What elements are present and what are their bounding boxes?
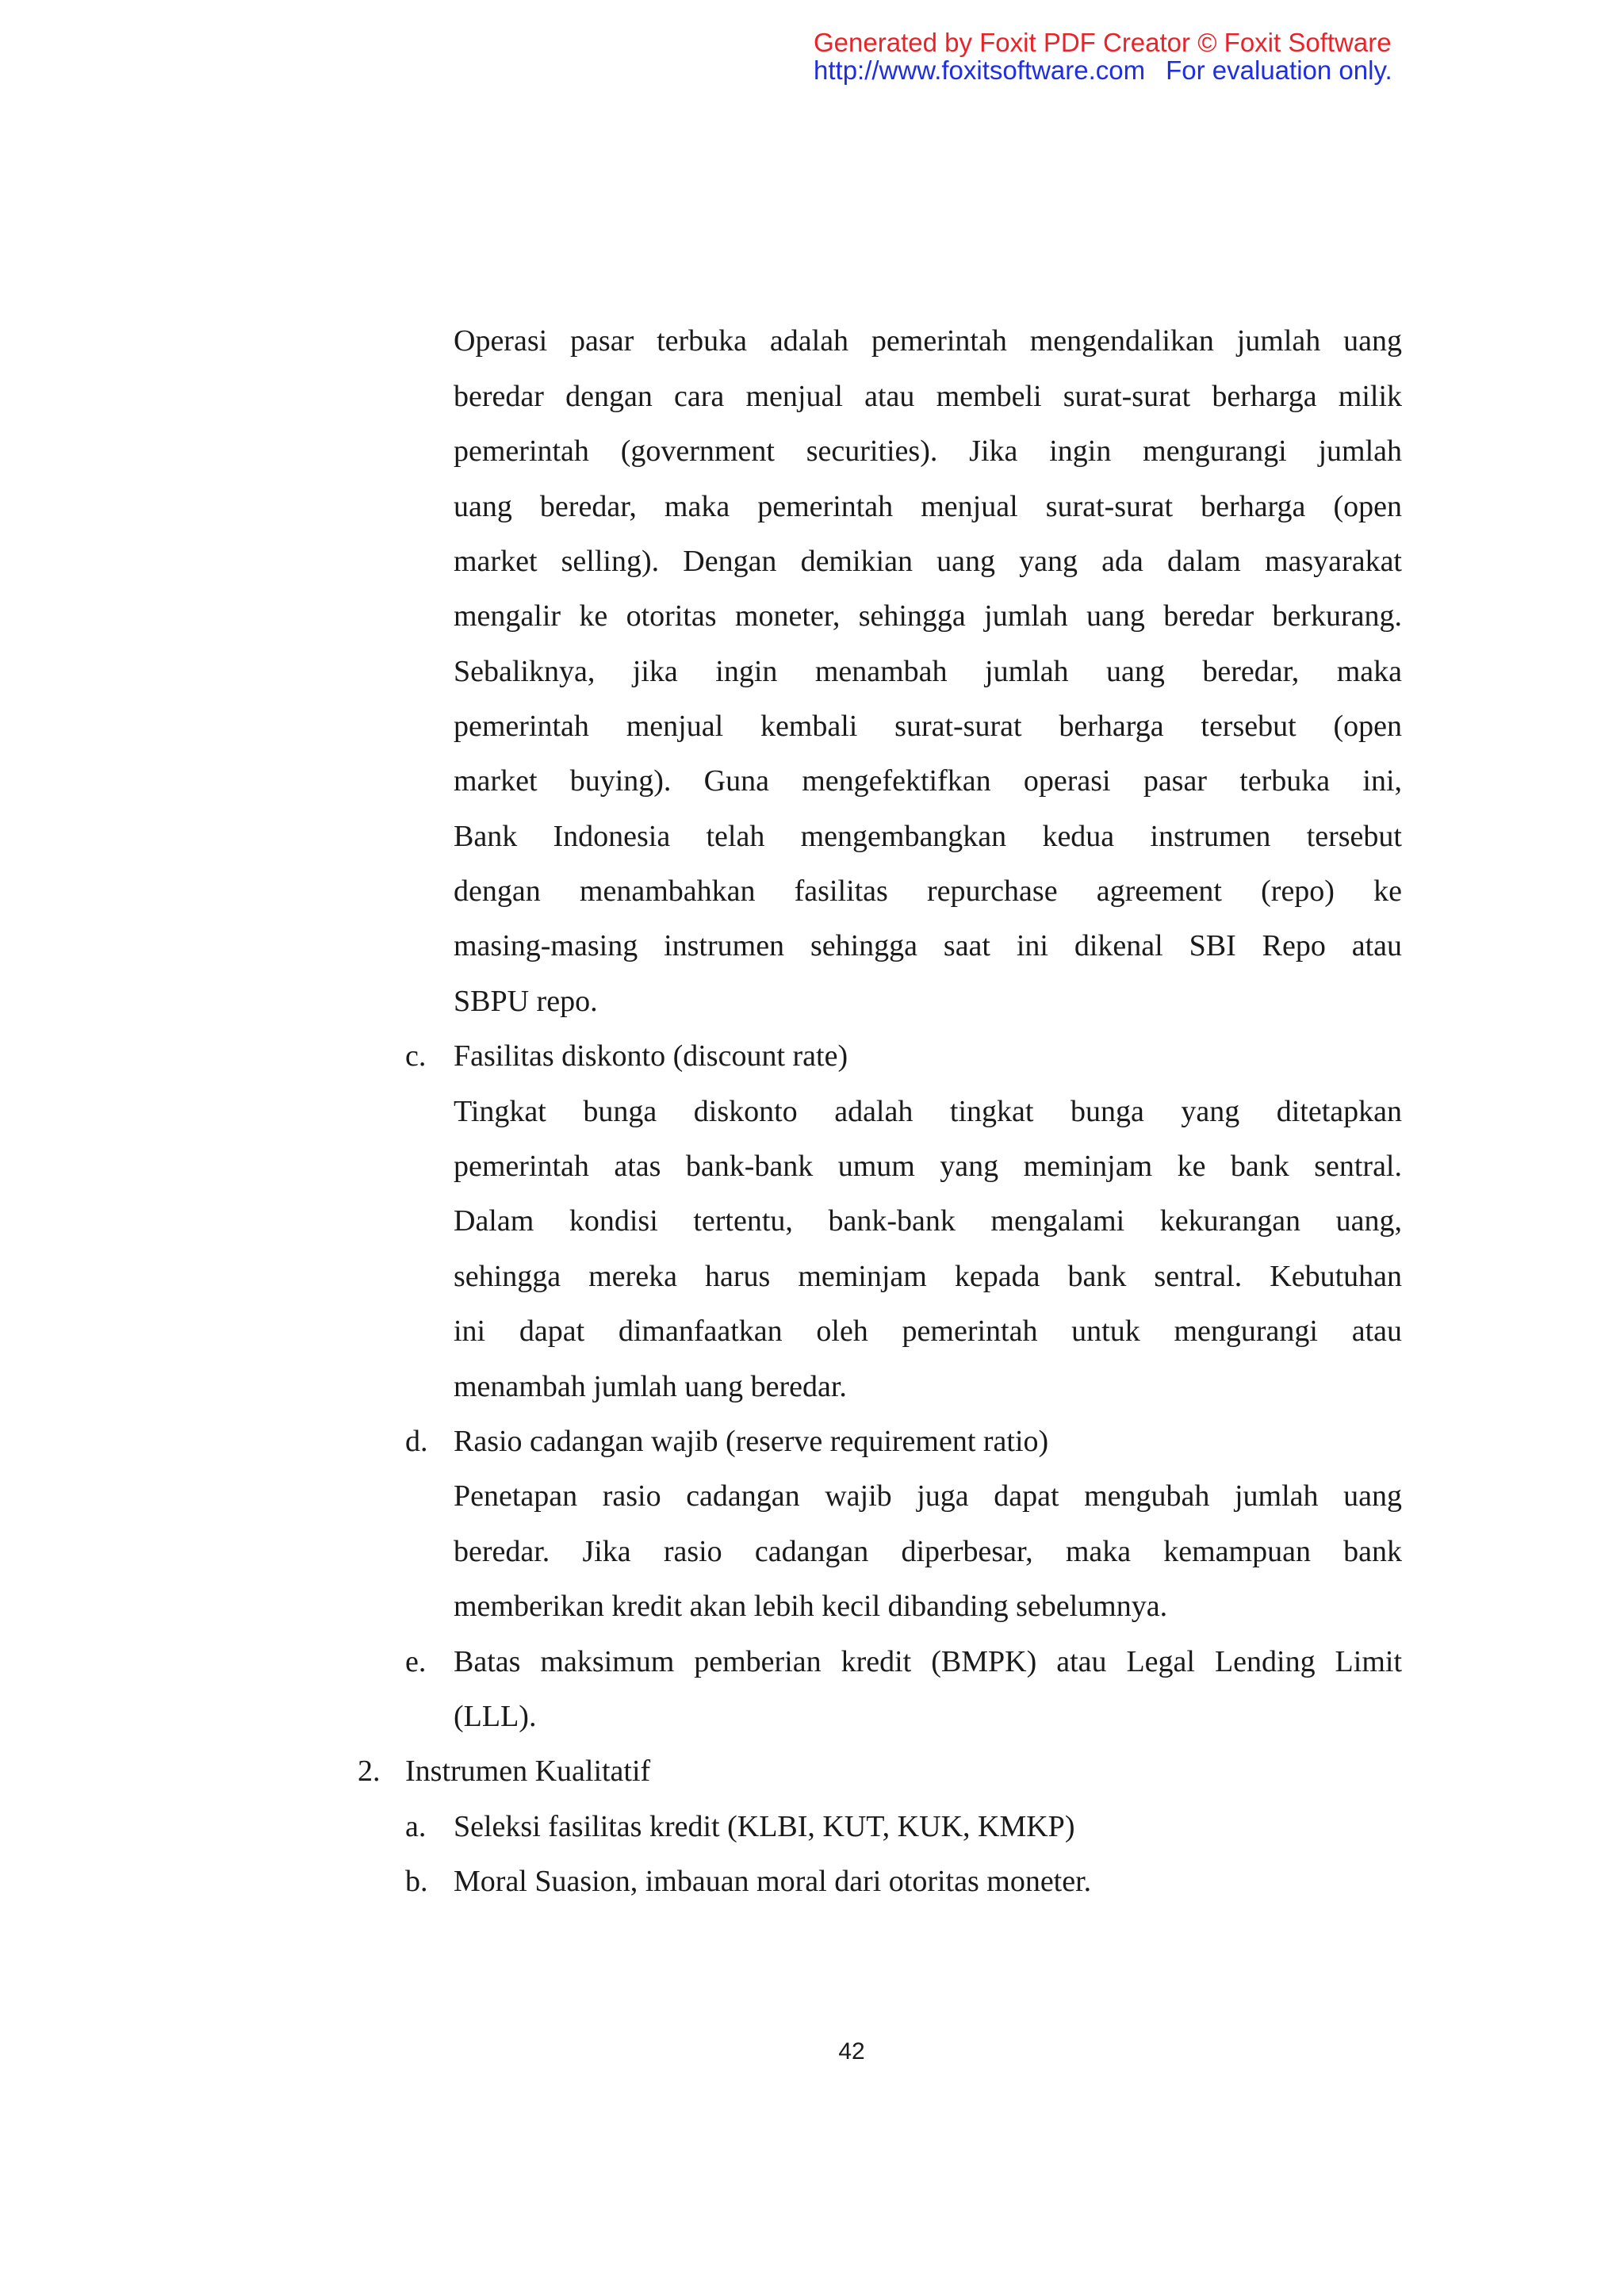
foxit-watermark (814, 29, 1607, 84)
page-number: 42 (838, 2038, 865, 2064)
paragraph-line: Batas maksimum pemberian kredit (BMPK) atau Legal Lending Limit (454, 1645, 1402, 1678)
paragraph-line: masing-masing instrumen sehingga saat ini dikenal SBI Repo atau (454, 929, 1402, 962)
list-marker: a. (405, 1810, 427, 1843)
paragraph-line: dengan menambahkan fasilitas repurchase agreement (repo) ke (454, 874, 1402, 908)
paragraph-line: Dalam kondisi tertentu, bank-bank mengalami kekurangan uang, (454, 1204, 1402, 1238)
paragraph-line: Sebaliknya, jika ingin menambah jumlah uang beredar, maka (454, 655, 1402, 688)
paragraph-line: market selling). Dengan demikian uang yang ada dalam masyarakat (454, 545, 1402, 578)
paragraph-line: Bank Indonesia telah mengembangkan kedua instrumen tersebut (454, 820, 1402, 853)
paragraph-line: beredar dengan cara menjual atau membeli surat-surat berharga milik (454, 380, 1402, 413)
paragraph-line: Operasi pasar terbuka adalah pemerintah mengendalikan jumlah uang (454, 324, 1402, 358)
watermark-line1: Generated by Foxit PDF Creator © Foxit Software (814, 28, 1392, 57)
paragraph-line: ini dapat dimanfaatkan oleh pemerintah untuk mengurangi atau (454, 1314, 1402, 1348)
watermark-url: http://www.foxitsoftware.com (814, 55, 1146, 85)
list-heading: Rasio cadangan wajib (reserve requirement ratio) (454, 1425, 1049, 1458)
paragraph-line: mengalir ke otoritas moneter, sehingga jumlah uang beredar berkurang. (454, 599, 1402, 633)
list-marker: 2. (358, 1755, 381, 1788)
paragraph-line: pemerintah atas bank-bank umum yang meminjam ke bank sentral. (454, 1150, 1402, 1183)
list-marker: d. (405, 1425, 428, 1458)
paragraph-line: pemerintah (government securities). Jika ingin mengurangi jumlah (454, 434, 1402, 468)
paragraph-line: market buying). Guna mengefektifkan operasi pasar terbuka ini, (454, 764, 1402, 798)
paragraph-line: Penetapan rasio cadangan wajib juga dapat mengubah jumlah uang (454, 1479, 1402, 1513)
watermark-note: For evaluation only. (1166, 55, 1392, 85)
paragraph-line: Tingkat bunga diskonto adalah tingkat bunga yang ditetapkan (454, 1095, 1402, 1128)
paragraph-line: pemerintah menjual kembali surat-surat berharga tersebut (open (454, 710, 1402, 743)
list-marker: b. (405, 1865, 428, 1898)
paragraph-line: menambah jumlah uang beredar. (454, 1370, 847, 1403)
paragraph-line: sehingga mereka harus meminjam kepada bank sentral. Kebutuhan (454, 1260, 1402, 1293)
list-text: Moral Suasion, imbauan moral dari otoritas moneter. (454, 1865, 1092, 1898)
paragraph-line: uang beredar, maka pemerintah menjual surat-surat berharga (open (454, 490, 1402, 523)
paragraph-line: beredar. Jika rasio cadangan diperbesar, maka kemampuan bank (454, 1535, 1402, 1568)
paragraph-line: (LLL). (454, 1700, 537, 1733)
paragraph-line: memberikan kredit akan lebih kecil dibanding sebelumnya. (454, 1590, 1168, 1623)
list-marker: c. (405, 1039, 427, 1073)
list-heading: Fasilitas diskonto (discount rate) (454, 1039, 848, 1073)
list-marker: e. (405, 1645, 427, 1678)
watermark-line2 (814, 56, 1607, 84)
list-heading: Instrumen Kualitatif (405, 1755, 651, 1788)
list-text: Seleksi fasilitas kredit (KLBI, KUT, KUK, KMKP) (454, 1810, 1075, 1843)
paragraph-line: SBPU repo. (454, 985, 598, 1018)
